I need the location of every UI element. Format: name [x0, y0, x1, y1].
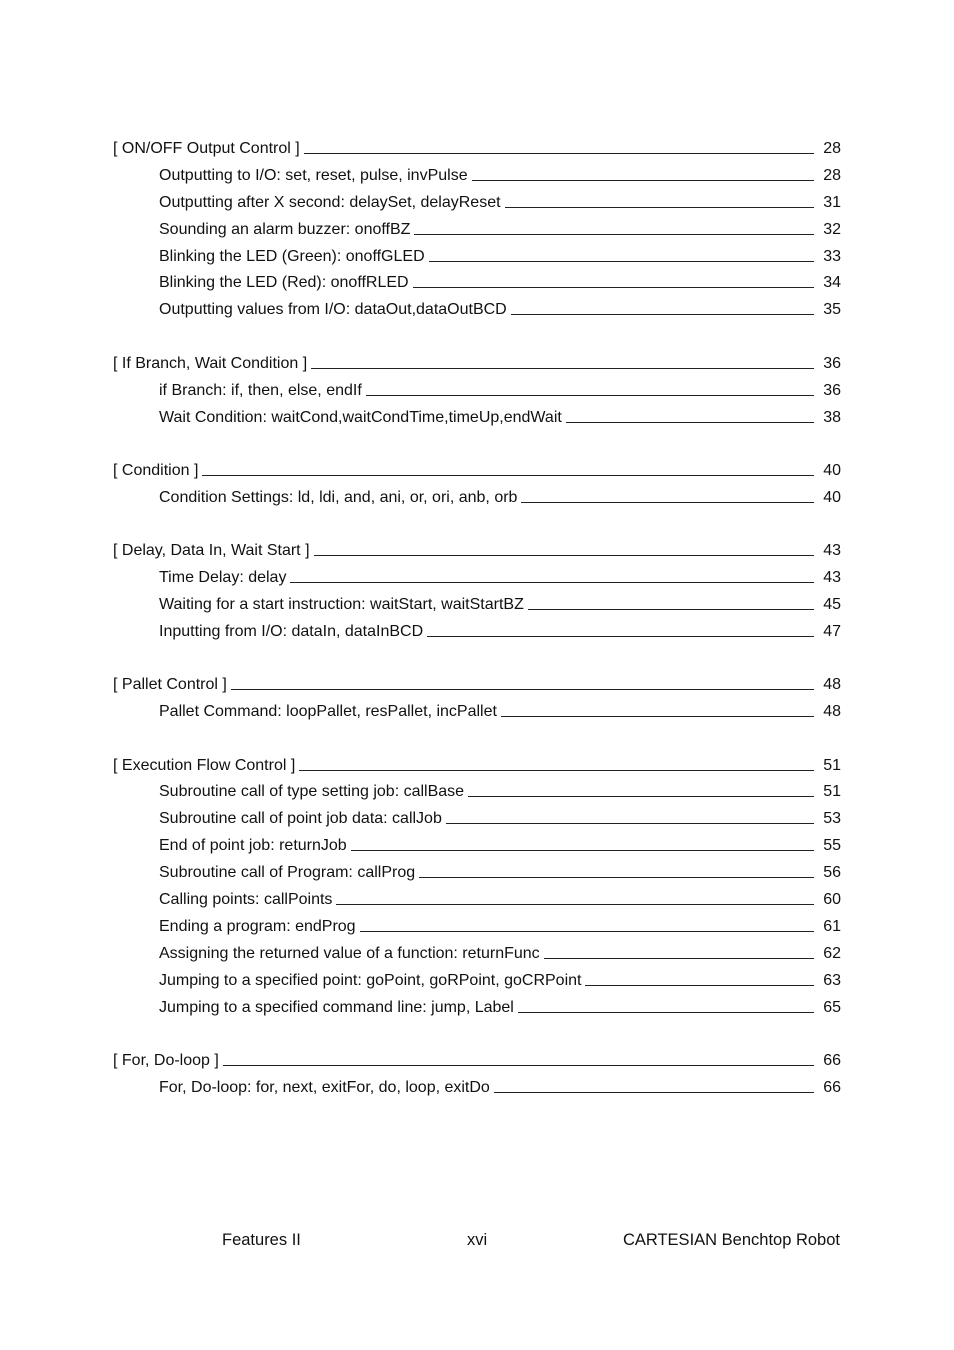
toc-entry[interactable] — [113, 941, 841, 968]
toc-section-title: [ Delay, Data In, Wait Start ] — [113, 542, 310, 560]
toc-section — [113, 672, 841, 726]
toc-section-heading[interactable] — [113, 538, 841, 565]
toc-page-number: 40 — [823, 488, 841, 506]
dot-leader — [299, 770, 814, 771]
toc-entry[interactable] — [113, 806, 841, 833]
toc-entry-title: Outputting to I/O: set, reset, pulse, invPulse — [159, 166, 468, 184]
toc-entry-title: Blinking the LED (Green): onoffGLED — [159, 247, 425, 265]
toc-page-number: 62 — [823, 944, 841, 962]
dot-leader — [304, 153, 814, 154]
toc-entry-title: Subroutine call of type setting job: callBase — [159, 783, 465, 801]
toc-entry[interactable] — [113, 887, 841, 914]
toc-section-heading[interactable] — [113, 753, 841, 780]
toc-entry-title: Wait Condition: waitCond,waitCondTime,timeUp,endWait — [159, 408, 562, 426]
dot-leader — [427, 636, 814, 637]
toc-page-number: 28 — [823, 166, 841, 184]
toc-section-title: [ ON/OFF Output Control ] — [113, 140, 300, 157]
dot-leader — [351, 850, 814, 851]
dot-leader — [585, 985, 814, 986]
toc-entry[interactable] — [113, 190, 841, 217]
toc-page-number: 33 — [823, 247, 841, 265]
dot-leader — [511, 314, 814, 315]
toc-page-number: 38 — [823, 408, 841, 426]
toc-entry-title: Pallet Command: loopPallet, resPallet, incPallet — [159, 703, 497, 721]
toc-page-number: 55 — [823, 837, 841, 855]
footer-chapter: Features II — [222, 1231, 301, 1249]
toc-entry[interactable] — [113, 297, 841, 324]
toc-page-number: 45 — [823, 595, 841, 613]
toc-section-title: [ For, Do-loop ] — [113, 1051, 219, 1069]
toc-entry-title: if Branch: if, then, else, endIf — [159, 381, 362, 399]
toc-entry[interactable] — [113, 270, 841, 297]
dot-leader — [528, 609, 814, 610]
toc-section-heading[interactable] — [113, 351, 841, 378]
toc-section — [113, 753, 841, 1022]
dot-leader — [223, 1065, 814, 1066]
toc-section-heading[interactable] — [113, 136, 841, 163]
toc-section-title: [ Execution Flow Control ] — [113, 756, 296, 774]
toc-entry-title: Jumping to a specified command line: jump, Label — [159, 998, 514, 1016]
toc-page-number: 48 — [823, 676, 841, 694]
toc-section — [113, 351, 841, 432]
dot-leader — [413, 287, 814, 288]
toc-page-number: 31 — [823, 193, 841, 211]
toc-section — [113, 1048, 841, 1102]
toc-entry[interactable] — [113, 699, 841, 726]
toc-entry-title: For, Do-loop: for, next, exitFor, do, loop, exitDo — [159, 1078, 490, 1096]
toc-entry-title: Sounding an alarm buzzer: onoffBZ — [159, 220, 411, 238]
toc-section-heading[interactable] — [113, 458, 841, 485]
toc-section — [113, 136, 841, 324]
toc-page-number: 61 — [823, 917, 841, 935]
toc-entry[interactable] — [113, 995, 841, 1022]
toc-entry-title: Ending a program: endProg — [159, 917, 356, 935]
toc-page-number: 51 — [823, 756, 841, 774]
toc-page-number: 66 — [823, 1051, 841, 1069]
toc-page-number: 53 — [823, 810, 841, 828]
toc-entry[interactable] — [113, 779, 841, 806]
dot-leader — [505, 207, 814, 208]
toc-entry[interactable] — [113, 217, 841, 244]
toc-entry-title: Waiting for a start instruction: waitStart, waitStartBZ — [159, 595, 524, 613]
dot-leader — [366, 395, 814, 396]
toc-entry-title: Jumping to a specified point: goPoint, goRPoint, goCRPoint — [159, 971, 582, 989]
toc-entry[interactable] — [113, 163, 841, 190]
toc-entry[interactable] — [113, 860, 841, 887]
toc-page-number: 48 — [823, 703, 841, 721]
toc-page-number: 47 — [823, 622, 841, 640]
dot-leader — [336, 904, 814, 905]
dot-leader — [521, 502, 814, 503]
toc-page-number: 66 — [823, 1078, 841, 1096]
toc-section — [113, 458, 841, 512]
toc-entry[interactable] — [113, 378, 841, 405]
dot-leader — [472, 180, 814, 181]
toc-page-number: 36 — [823, 354, 841, 372]
page-footer — [0, 1228, 954, 1252]
toc-page-number: 43 — [823, 542, 841, 560]
dot-leader — [566, 422, 814, 423]
toc-entry[interactable] — [113, 968, 841, 995]
toc-entry-title: Subroutine call of Program: callProg — [159, 864, 416, 882]
dot-leader — [419, 877, 814, 878]
dot-leader — [290, 582, 814, 583]
dot-leader — [202, 475, 814, 476]
toc-entry-title: Outputting values from I/O: dataOut,dataOutBCD — [159, 301, 507, 319]
toc-page-number: 36 — [823, 381, 841, 399]
toc-page-number: 56 — [823, 864, 841, 882]
toc-entry-title: Blinking the LED (Red): onoffRLED — [159, 274, 409, 292]
footer-page-number: xvi — [467, 1231, 488, 1249]
dot-leader — [468, 796, 814, 797]
toc-entry[interactable] — [113, 619, 841, 646]
toc-page-number: 28 — [823, 140, 841, 157]
toc-entry-title: Subroutine call of point job data: callJob — [159, 810, 442, 828]
dot-leader — [311, 368, 814, 369]
dot-leader — [446, 823, 814, 824]
toc-section-heading[interactable] — [113, 1048, 841, 1075]
toc-entry-title: Calling points: callPoints — [159, 890, 333, 908]
toc-entry[interactable] — [113, 914, 841, 941]
dot-leader — [360, 931, 814, 932]
dot-leader — [314, 555, 814, 556]
toc-page-number: 43 — [823, 569, 841, 587]
toc-entry[interactable] — [113, 565, 841, 592]
toc-entry-title: End of point job: returnJob — [159, 837, 347, 855]
toc-entry[interactable] — [113, 244, 841, 271]
toc-entry-title: Assigning the returned value of a function: returnFunc — [159, 944, 540, 962]
toc-entry-title: Outputting after X second: delaySet, delayReset — [159, 193, 501, 211]
dot-leader — [414, 234, 814, 235]
toc-page-number: 35 — [823, 301, 841, 319]
toc-page-number: 32 — [823, 220, 841, 238]
dot-leader — [429, 261, 814, 262]
toc-page-number: 63 — [823, 971, 841, 989]
toc-page-number: 40 — [823, 461, 841, 479]
toc-page-number: 51 — [823, 783, 841, 801]
dot-leader — [544, 958, 814, 959]
toc-page-number: 60 — [823, 890, 841, 908]
toc-entry-title: Time Delay: delay — [159, 569, 287, 587]
toc-section-title: [ Condition ] — [113, 461, 199, 479]
toc-page-number: 34 — [823, 274, 841, 292]
toc-entry[interactable] — [113, 833, 841, 860]
dot-leader — [231, 689, 814, 690]
toc-section-heading[interactable] — [113, 672, 841, 699]
footer-product-name: CARTESIAN Benchtop Robot — [622, 1231, 840, 1249]
dot-leader — [518, 1012, 814, 1013]
dot-leader — [494, 1092, 814, 1093]
toc-entry-title: Condition Settings: ld, ldi, and, ani, or, ori, anb, orb — [159, 488, 518, 506]
toc-entry[interactable] — [113, 485, 841, 512]
table-of-contents — [113, 136, 841, 1128]
toc-section-title: [ Pallet Control ] — [113, 676, 227, 694]
toc-entry[interactable] — [113, 1075, 841, 1102]
dot-leader — [501, 716, 814, 717]
toc-entry[interactable] — [113, 405, 841, 432]
toc-entry-title: Inputting from I/O: dataIn, dataInBCD — [159, 622, 424, 640]
toc-page-number: 65 — [823, 998, 841, 1016]
toc-section-title: [ If Branch, Wait Condition ] — [113, 354, 308, 372]
toc-entry[interactable] — [113, 592, 841, 619]
toc-section — [113, 538, 841, 646]
